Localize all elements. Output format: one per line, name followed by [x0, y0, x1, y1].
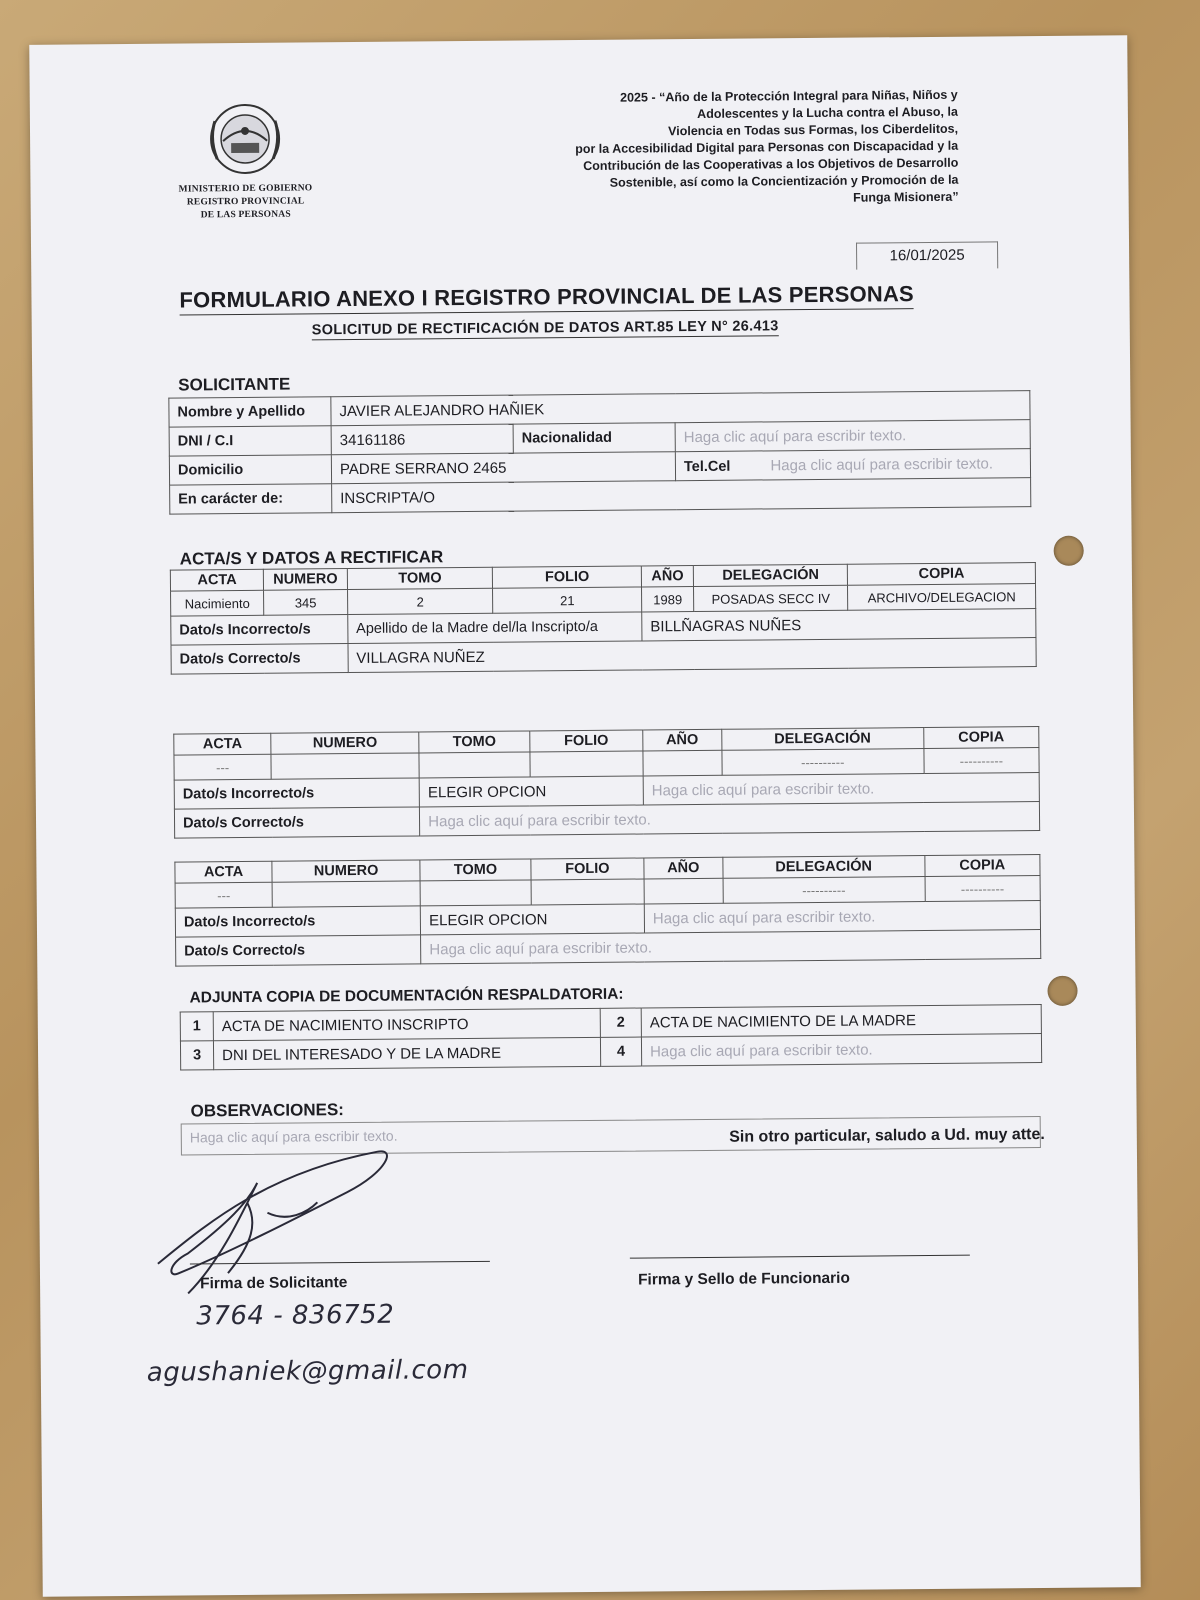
copia-header: COPIA — [923, 727, 1039, 749]
incorrect-field-select[interactable]: ELEGIR OPCION — [420, 904, 644, 935]
incorrect-field-select[interactable]: ELEGIR OPCION — [419, 776, 643, 807]
numero-header: NUMERO — [264, 569, 348, 591]
motto-line: por la Accesibilidad Digital para Personas con Discapacidad y la — [575, 138, 959, 157]
form-title: FORMULARIO ANEXO I REGISTRO PROVINCIAL DE LAS PERSONAS — [179, 281, 914, 315]
date-field[interactable]: 16/01/2025 — [856, 241, 998, 269]
observaciones-field[interactable]: Haga clic aquí para escribir texto. — [181, 1116, 1041, 1156]
numero-cell[interactable] — [271, 753, 419, 779]
folio-cell[interactable] — [530, 751, 643, 777]
caracter-label: En carácter de: — [170, 484, 332, 514]
tomo-cell[interactable]: 2 — [347, 588, 493, 614]
crest-org-line: MINISTERIO DE GOBIERNO — [178, 183, 313, 195]
attachment-item[interactable]: Haga clic aquí para escribir texto. — [641, 1034, 1041, 1066]
caracter-field[interactable]: INSCRIPTA/O — [332, 478, 1031, 513]
folio-header: FOLIO — [531, 858, 644, 880]
dni-label: DNI / C.I — [169, 426, 331, 456]
delegacion-cell[interactable]: ---------- — [723, 877, 925, 904]
form-subtitle: SOLICITUD DE RECTIFICACIÓN DE DATOS ART.85 LEY N° 26.413 — [311, 318, 779, 339]
acta-header: ACTA — [175, 861, 272, 883]
acta-cell[interactable]: --- — [174, 754, 271, 780]
nombre-label: Nombre y Apellido — [169, 397, 331, 427]
correct-label: Dato/s Correcto/s — [171, 644, 348, 675]
nombre-field[interactable]: JAVIER ALEJANDRO HAÑIEK — [331, 391, 1030, 426]
copia-cell[interactable]: ---------- — [924, 748, 1040, 774]
motto-line: Violencia en Todas sus Formas, los Ciberdelitos, — [668, 121, 959, 139]
folio-header: FOLIO — [530, 730, 643, 752]
delegacion-header: DELEGACIÓN — [694, 564, 848, 586]
motto-line: Funga Misionera” — [852, 189, 959, 205]
incorrect-label: Dato/s Incorrecto/s — [174, 778, 419, 809]
incorrect-label: Dato/s Incorrecto/s — [171, 615, 348, 646]
copia-cell[interactable]: ARCHIVO/DELEGACION — [848, 584, 1036, 611]
delegacion-header: DELEGACIÓN — [723, 856, 925, 879]
folio-header: FOLIO — [493, 566, 642, 588]
attachment-item[interactable]: ACTA DE NACIMIENTO DE LA MADRE — [641, 1005, 1041, 1037]
solicitante-table — [168, 390, 1031, 515]
copia-header: COPIA — [848, 563, 1036, 586]
correct-value[interactable]: VILLAGRA NUÑEZ — [348, 638, 1036, 673]
tomo-header: TOMO — [347, 567, 493, 589]
folio-cell[interactable] — [531, 879, 644, 905]
funcionario-signature-label: Firma y Sello de Funcionario — [637, 1269, 851, 1289]
crest-emblem-icon — [205, 101, 286, 178]
tel-field-row[interactable] — [675, 449, 1030, 481]
motto-line: Contribución de las Cooperativas a los Objetivos de Desarrollo — [583, 155, 959, 173]
numero-header: NUMERO — [271, 732, 419, 754]
anio-cell[interactable] — [644, 878, 723, 904]
punch-hole — [1047, 976, 1077, 1006]
tel-field[interactable]: Haga clic aquí para escribir texto. — [770, 454, 994, 474]
tel-label: Tel.Cel — [683, 458, 731, 475]
observaciones-heading: OBSERVACIONES: — [190, 1100, 344, 1121]
motto-line: Sostenible, así como la Concientización y Promoción de la — [609, 172, 959, 190]
numero-header: NUMERO — [272, 860, 420, 882]
adjunta-heading: ADJUNTA COPIA DE DOCUMENTACIÓN RESPALDATORIA: — [189, 985, 624, 1007]
signature-line-funcionario — [630, 1255, 970, 1259]
folio-cell[interactable]: 21 — [493, 587, 642, 613]
handwritten-email: agushaniek@gmail.com — [146, 1355, 469, 1388]
closing-text: Sin otro particular, saludo a Ud. muy atte. — [729, 1126, 1045, 1146]
solicitante-signature-label: Firma de Solicitante — [199, 1274, 348, 1293]
acta-block-1 — [170, 562, 1037, 675]
numero-cell[interactable]: 345 — [264, 590, 348, 616]
anio-header: AÑO — [643, 729, 722, 751]
dni-field[interactable]: 34161186 — [331, 424, 513, 455]
incorrect-value[interactable]: Haga clic aquí para escribir texto. — [643, 773, 1039, 805]
correct-label: Dato/s Correcto/s — [176, 935, 421, 966]
anio-cell[interactable]: 1989 — [642, 587, 694, 612]
item-number: 2 — [600, 1008, 641, 1037]
delegacion-cell[interactable]: ---------- — [722, 749, 924, 776]
delegacion-header: DELEGACIÓN — [721, 728, 923, 751]
year-motto — [478, 87, 959, 210]
anio-header: AÑO — [641, 566, 693, 587]
copia-cell[interactable]: ---------- — [925, 876, 1041, 902]
incorrect-value[interactable]: BILLÑAGRAS NUÑES — [642, 609, 1036, 641]
tomo-cell[interactable] — [420, 880, 531, 906]
incorrect-label: Dato/s Incorrecto/s — [175, 906, 420, 937]
handwritten-phone: 3764 - 836752 — [196, 1299, 395, 1332]
anio-cell[interactable] — [643, 750, 722, 776]
nacionalidad-label: Nacionalidad — [513, 423, 675, 453]
solicitante-heading: SOLICITANTE — [178, 374, 291, 395]
nacionalidad-field[interactable]: Haga clic aquí para escribir texto. — [675, 420, 1030, 452]
domicilio-label: Domicilio — [169, 455, 331, 485]
copia-header: COPIA — [925, 855, 1041, 877]
correct-value[interactable]: Haga clic aquí para escribir texto. — [421, 930, 1041, 964]
tomo-header: TOMO — [420, 859, 531, 881]
adjunta-table — [180, 1004, 1042, 1071]
acta-cell[interactable]: Nacimiento — [171, 590, 264, 616]
acta-block-3 — [174, 854, 1041, 967]
attachment-item[interactable]: DNI DEL INTERESADO Y DE LA MADRE — [213, 1037, 600, 1069]
tomo-header: TOMO — [419, 731, 530, 753]
attachment-item[interactable]: ACTA DE NACIMIENTO INSCRIPTO — [213, 1008, 600, 1040]
acta-cell[interactable]: --- — [175, 882, 272, 908]
provincial-crest — [175, 100, 316, 221]
acta-block-2 — [173, 726, 1040, 839]
incorrect-value[interactable]: Haga clic aquí para escribir texto. — [644, 901, 1040, 933]
motto-line: Adolescentes y la Lucha contra el Abuso, la — [697, 104, 958, 121]
incorrect-field-select[interactable]: Apellido de la Madre del/la Inscripto/a — [347, 612, 641, 644]
correct-value[interactable]: Haga clic aquí para escribir texto. — [420, 802, 1040, 836]
acta-header: ACTA — [170, 569, 263, 591]
item-number: 3 — [180, 1041, 213, 1070]
acta-header: ACTA — [174, 733, 271, 755]
tomo-cell[interactable] — [419, 752, 530, 778]
correct-label: Dato/s Correcto/s — [174, 807, 419, 838]
item-number: 1 — [180, 1012, 213, 1041]
crest-org-line: DE LAS PERSONAS — [200, 209, 291, 221]
item-number: 4 — [600, 1037, 641, 1066]
actas-heading: ACTA/S Y DATOS A RECTIFICAR — [179, 547, 444, 569]
delegacion-cell[interactable]: POSADAS SECC IV — [694, 585, 848, 611]
numero-cell[interactable] — [272, 881, 420, 907]
domicilio-field[interactable]: PADRE SERRANO 2465 — [331, 452, 675, 484]
anio-header: AÑO — [644, 857, 723, 879]
motto-line: 2025 - “Año de la Protección Integral para Niñas, Niños y — [620, 87, 958, 105]
crest-org-line: REGISTRO PROVINCIAL — [186, 196, 305, 208]
form-sheet — [29, 35, 1141, 1597]
punch-hole — [1054, 536, 1084, 566]
